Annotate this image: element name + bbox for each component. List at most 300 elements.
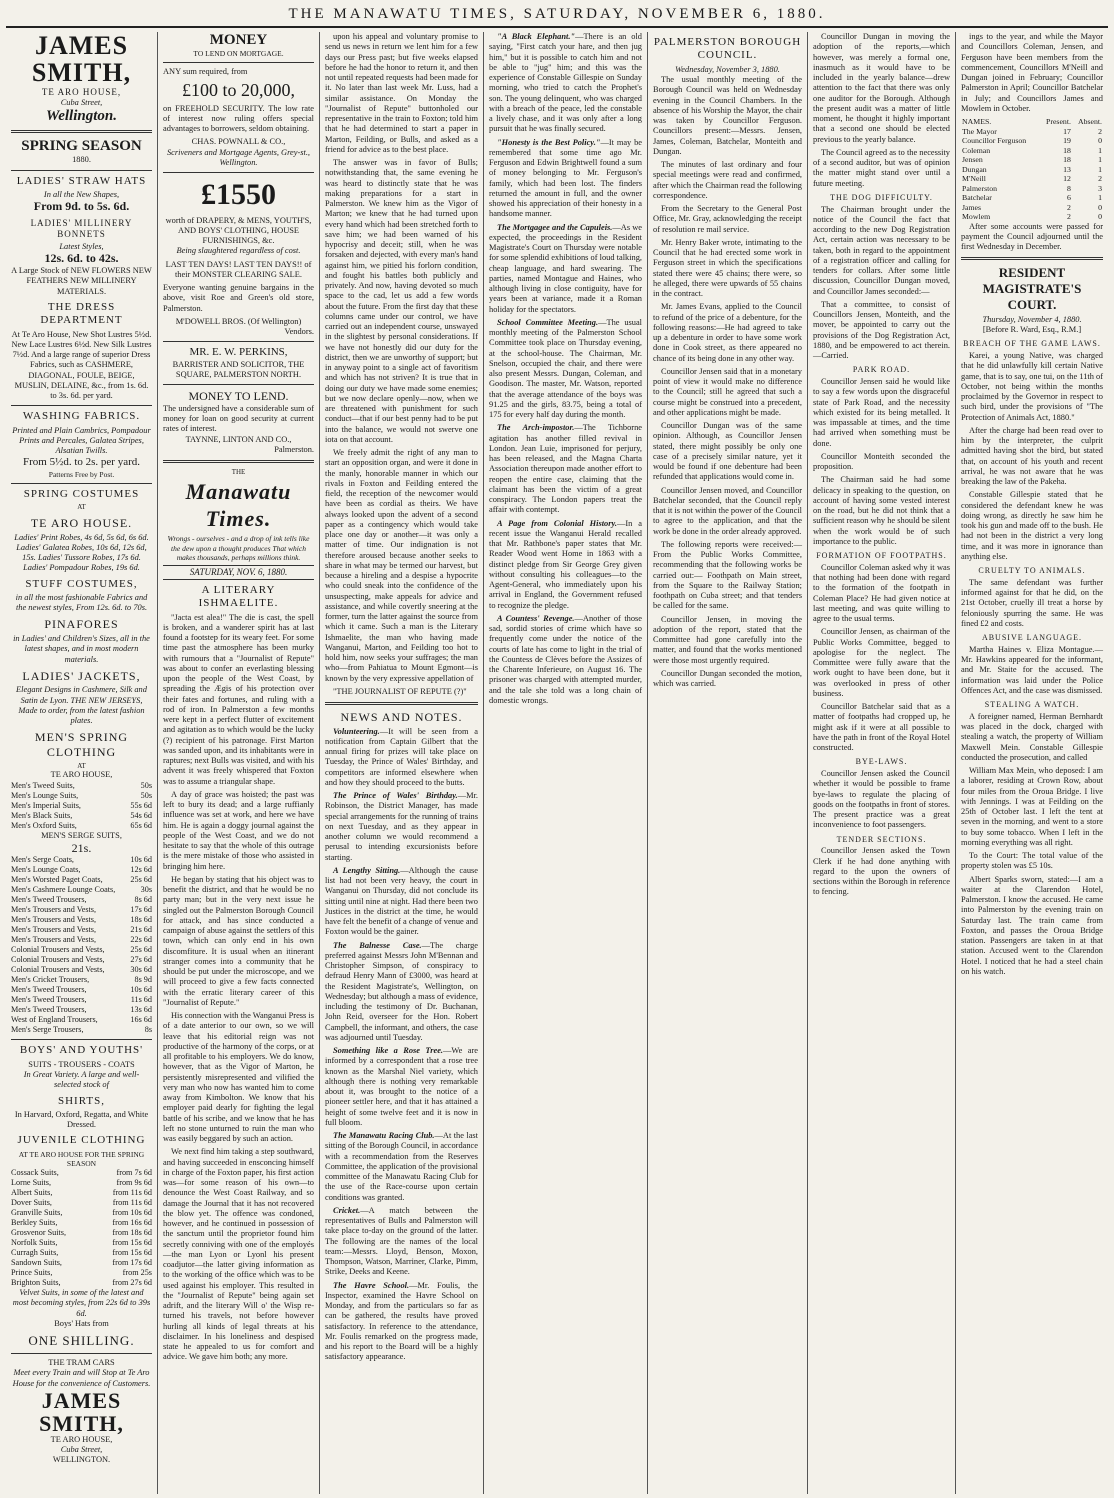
news-item-text: A match between the representatives of Bulls and Palmerston will take place to-day on the ground of the latter. The following are the names of the local team:—Messrs. Lloyd, Benson, Moxon, Thompson, Watson, Marriner, Clarke, Pimm, Strike, Deeks and Keene. — [325, 1205, 478, 1277]
item-label: Norfolk Suits, — [11, 1238, 58, 1248]
one-shilling: ONE SHILLING. — [28, 1333, 135, 1349]
park-section — [813, 377, 950, 547]
patterns: Patterns Free by Post. — [48, 469, 115, 479]
news-item: Volunteering.—It will be seen from a notification from Captain Gilbert that the annual firing for prizes will take place on Tuesday, the Prince of Wales' Birthday, and competitors are informed elsewhere when and how they should proceed to the butts. — [325, 726, 478, 787]
mens-at: AT — [77, 761, 86, 770]
item-price: from 25s — [122, 1268, 152, 1278]
absent-count: 2 — [1098, 126, 1102, 136]
price-row — [11, 821, 152, 831]
price-row — [11, 855, 152, 865]
abusive-heading: ABUSIVE LANGUAGE. — [981, 633, 1083, 643]
rm-sub: BREACH OF THE GAME LAWS. — [963, 339, 1101, 349]
price-row — [11, 955, 152, 965]
price-row — [11, 975, 152, 985]
perkins-heading: MR. E. W. PERKINS, — [189, 346, 288, 359]
attendance-row — [961, 165, 1103, 175]
juvenile-list — [11, 1168, 152, 1288]
council-continued — [813, 32, 950, 189]
price-row — [11, 1228, 152, 1238]
news-item: A Lengthy Sitting.—Although the cause list had not been very heavy, the court in Wanganui on Thursday, did not conclude its sitting until nine at night. Had there been two Justices in the district at the time, he would have felt the benefit of a change of venue and Foxton would be the gainer. — [325, 865, 478, 937]
absent-count: 1 — [1098, 145, 1102, 155]
price-row — [11, 875, 152, 885]
price-row — [11, 1258, 152, 1268]
news-item: The Havre School.—Mr. Foulis, the Inspector, examined the Havre School on Monday, and from the particulars so far as can be gathered, the results have proved satisfactory. In reference to the attendance, Mr. Foulis remarked on the progress made, and his report to the Board will be a highly satisfactory appearance. — [325, 1280, 479, 1362]
cruelty-paragraph: The same defendant was further informed against for that he did, on the 21st October, cruelly ill treat a horse by feloniously spurring the same. He was fined £2 and costs. — [961, 577, 1103, 628]
price-row — [11, 885, 152, 895]
news-list — [325, 727, 478, 1363]
item-price: 13s 6d — [130, 1005, 152, 1015]
price-row — [11, 801, 152, 811]
paragraph: "Jacta est alea!" The die is cast, the spell is broken, and a wanderer spirit has at last found a footstep for its weary feet. For some time past the atmosphere has been murky with rumours that a "Journalist of Repute" was about to confer an everlasting blessing upon the people of the West Coast, by spreading the Ægis of his protection over their fates and fortunes, and ruling with a rod of iron. In Palmerston a few months were kept in a perfect flutter of excitement and agitation as to which would be the lucky (?) recipient of his patronage. First Marton was sanded upon, and its inhabitants were in raptures; next Bulls was visited, and with his advent it was freely whispered that Foxton was to assume a triangular shape. — [163, 612, 314, 786]
council-report — [653, 75, 802, 689]
item-label: Dover Suits, — [11, 1198, 52, 1208]
news-item: Something like a Rose Tree.—We are informed by a correspondent that a rose tree known as the Marshal Niel variety, which although there is nothing very remarkable about it, was brought to the notice of a pioneer settler here, and that it has attained a height of some twelve feet and it is now in full bloom. — [325, 1046, 478, 1127]
paper-the: THE — [231, 468, 246, 477]
item-price: 10s 6d — [130, 985, 152, 995]
price-row — [11, 1168, 152, 1178]
lend-heading: MONEY TO LEND. — [188, 389, 289, 404]
absent-count: 1 — [1098, 164, 1102, 174]
stock-firm: M'DOWELL BROS. (Of Wellington) — [175, 316, 302, 326]
item-label: Colonial Trousers and Vests, — [11, 955, 105, 965]
item-price: 50s — [140, 780, 152, 790]
news-item-heading: The Manawatu Racing Club. — [333, 1131, 435, 1141]
item-price: 30s — [140, 885, 152, 895]
news-item-heading: The Mortgagee and the Capuleis. — [497, 222, 613, 232]
news-item-heading: A Countess' Revenge. — [497, 613, 575, 623]
news-item: "A Black Elephant."—There is an old saying, "First catch your hare, and then jug him," but it is possible to catch him and not be able to "jug" him; and this was the experience of Constable Gillespie on Sunday morning, who tried to catch the Prophet's son. The young delinquent, who was charged with a breach of the peace, led the constable a lively chase, and it was only after a long pursuit that he was finally secured. — [489, 32, 642, 134]
price-row — [11, 781, 152, 791]
item-price: 21s 6d — [130, 925, 152, 935]
divider — [11, 1353, 152, 1354]
paragraph: Mr. Henry Baker wrote, intimating to the Council that he had erected some work in Ferguson street in which the specifications stated there were 45 chains; there were, so he alleged, there were upwards of 55 chains in the contract. — [653, 237, 802, 299]
paragraph: Albert Sparks sworn, stated:—I am a waiter at the Clarendon Hotel, Palmerston. I know the accused. He came into Palmerston by the evening train on Saturday last. The train came from Foxton, and passes the Oroua Bridge station. Passengers are taken in at that station. Accused went to the Clarendon Hotel. I noticed that he had a steel chain on his watch. — [961, 874, 1103, 976]
paper-title: Manawatu Times. — [185, 478, 292, 531]
price-row — [11, 811, 152, 821]
col-header: Absent. — [1077, 117, 1102, 126]
news-item-heading: The Arch-impostor. — [497, 423, 575, 433]
paragraph: Councillor Jensen said he would like to say a few words upon the disgraceful state of Park Road, and the necessity which existed for its being metalled. It was impassable at times, and the time had arrived when something must be done. — [813, 377, 950, 448]
paragraph: That a committee, to consist of Councillors Jensen, Monteith, and the mover, be appointed to carry out the provisions of the Dog Registration Act, 1880, and be empowered to act therein.—Carried. — [813, 299, 950, 360]
item-label: Men's Trousers and Vests, — [11, 915, 97, 925]
stock-text-3: Everyone wanting genuine bargains in the above, visit Roe and Green's old store, Palmerston. — [163, 283, 314, 313]
item-price: 55s 6d — [130, 800, 152, 810]
footpaths-heading: FORMATION OF FOOTPATHS. — [816, 551, 947, 560]
item-label: Men's Cricket Trousers, — [11, 975, 90, 985]
divider — [11, 130, 152, 133]
paragraph: The answer was in favor of Bulls; notwithstanding that, the same evening he was heard to distinctly state that he was making preparations for a start in Palmerston. We knew him as the Vigor of Marton; we knew that he had turned upon every hand which had been stretched forth to save him; we had been warned of his hypocrisy and deceit; still, when he was forsaken and dejected, with every man's hand against him, we pitied his forlorn condition, and fought his battles both publicly and privately. And now, having devoted so much space to the cad, let us add a few words about the future. From the first day that these columns came under our control, we have carried out an independent course, unswayed in the slightest by personal considerations. If we have not honestly did our duty for the district, then we are unworthy of support; but in anyway point to a single act of favoritism and which has not striven? It is true that in doing our duty we have made some enemies; but we now declare openly—now, when we are threatened with punishment for such conduct—that if our best penny had to be put into the balance, we would not swerve one iota on that account. — [325, 158, 478, 444]
price-row — [11, 1268, 152, 1278]
news-item: The Arch-impostor.—The Tichborne agitation has another filled revival in London. Jean Luie, imprisoned for perjury, has been released, and the Magna Charta Association thereupon made another effort to reopen the entire case, claiming that the claimant has been the victim of a great conspiracy. The London papers treat the affair with contempt. — [489, 423, 642, 515]
item-label: Men's Imperial Suits, — [11, 800, 81, 810]
paragraph: The following reports were received:—From the Public Works Committee, recommending that the following works be carried out:— Foothpath on Main street, from the Square to the Railway Station; foothpath on Cuba street; and that tenders be called for the same. — [653, 539, 802, 611]
divider — [163, 341, 314, 342]
news-item-heading: Cricket. — [333, 1205, 361, 1215]
masthead: THE MANAWATU TIMES, SATURDAY, NOVEMBER 6, 1880. — [6, 6, 1108, 28]
member-name: Councillor Ferguson — [962, 136, 1027, 145]
item-label: Men's Tweed Trousers, — [11, 1005, 87, 1015]
divider — [11, 170, 152, 171]
item-label: Colonial Trousers and Vests, — [11, 945, 105, 955]
attendance-intro: ings to the year, and while the Mayor and Councillors Coleman, Jensen, and Ferguson have been members from the commencement, Councillors M'Neill and Dungan joined in February; Councillor Palmerston in April; Councillor Batchelar in July; and Councillors James and Mowlem in October. — [961, 32, 1103, 113]
serge-price: 21s. — [71, 840, 92, 855]
news-item-text: There is an old saying, "First catch your hare, and then jug him," but it is possible to catch him and not be able to "jug" him; and this was the experience of Constable Gillespie on Sunday morning, who tried to catch the Prophet's son. The young delinquent, who was charged with a breach of the peace, led the constable a lively chase, and it was only after a long pursuit that he was finally secured. — [489, 32, 642, 134]
attendance-row — [961, 127, 1103, 137]
bye-laws-heading: BYE-LAWS. — [855, 757, 908, 767]
novelties: A Large Stock of NEW FLOWERS NEW FEATHERS NEW MILLINERY MATERIALS. — [11, 266, 152, 296]
news-item-text: Mr. Foulis, the Inspector, examined the Havre School on Monday, and from the particulars so far as can be gathered, the results have proved satisfactory. In reference to the attendance, Mr. Foulis remarked on the progress made, and his report to the Board will be a highly satisfactory appearance. — [325, 1280, 479, 1362]
attendance-row — [961, 193, 1103, 203]
absent-count: 0 — [1098, 202, 1102, 212]
stuffs-text: in all the most fashionable Fabrics and the newest styles, From 12s. 6d. to 70s. — [15, 592, 148, 613]
member-name: Palmerston — [962, 183, 998, 193]
item-price: 25s 6d — [130, 945, 152, 955]
item-price: from 15s 6d — [112, 1248, 152, 1258]
column-5 — [648, 32, 808, 1494]
footer-shop: TE ARO HOUSE, — [50, 1434, 113, 1444]
item-price: 27s 6d — [130, 955, 152, 965]
paragraph: Councillor Jensen, in moving the adoption of the report, stated that the Committee had gone carefully into the matter, and found that the works mentioned were those most urgently required. — [653, 614, 802, 665]
item-label: Colonial Trousers and Vests, — [11, 965, 105, 975]
item-label: Berkley Suits, — [11, 1218, 58, 1228]
paragraph: Constable Gillespie stated that he considered the defendant knew he was doing wrong, as directly he saw him he took his gun and made off to the bush. He had not been in the district a very long time, and it was more in ignorance than anything else. — [961, 490, 1103, 561]
news-item-text: The usual monthly meeting of the Palmerston School Committee took place on Thursday evening, at the school-house. The Chairman, Mr. Snelson, occupied the chair, and there were also present Messrs. Dungan, Coleman, and Goodison. The master, Mr. Watson, reported that the average attendance of the boys was 91.25 and the girls, 83.75, being a total of 175 for every half day during the month. — [489, 317, 642, 419]
stock-vendors: Vendors. — [284, 327, 314, 337]
price-row — [11, 1188, 152, 1198]
paragraph: His connection with the Wanganui Press is of a date anterior to our own, so we will leave that his editorial reign was not productive of the harmony of the corps, or at all profitable to his employers. We do know, however, that as the Vigor of Marton, he persistently misrepresented and vilified the very man who now has wanted him to come away from Kimbolton. We know that his employer paid dearly for fighting the legal battle of his scribe, and we know that he has left no stone unturned to ruin the man who was easily beggared by such an action. — [163, 1011, 314, 1144]
item-label: Lorne Suits, — [11, 1178, 52, 1188]
item-label: Men's Cashmere Lounge Coats, — [11, 885, 116, 895]
news-item-text: The charge preferred against Messrs John M'Bennan and Christopher Simpson, of conspiracy to defraud Henry Mann of £3000, was heard at the Resident Magistrate's, Wellington, on Wednesday; but although a mass of evidence, including the testimony of Dr. Buchanan, John Reid, overseer for the Hon. Robert Campbell, the informant, and others, the case was adjourned until Tuesday. — [325, 940, 478, 1042]
pinafores-heading: PINAFORES — [44, 617, 119, 632]
item-price: from 15s 6d — [112, 1238, 152, 1248]
item-label: Men's Serge Coats, — [11, 855, 74, 865]
absent-count: 3 — [1098, 183, 1102, 193]
item-price: 12s 6d — [130, 865, 152, 875]
costumes-at: AT — [77, 503, 86, 512]
paragraph: Councillor Dungan was of the same opinion. Although, as Councillor Jensen stated, there might possibly be only one case of a precisely similar nature, yet it would be found if one debenture had been refunded that applications would come in. — [653, 421, 802, 482]
boys-text: In Great Variety. A large and well-selected stock of — [23, 1070, 140, 1090]
item-price: 16s 6d — [130, 1015, 152, 1025]
item-label: Men's Trousers and Vests, — [11, 925, 97, 935]
news-item: The Balnesse Case.—The charge preferred against Messrs John M'Bennan and Christopher Simpson, of conspiracy to defraud Henry Mann of £3000, was heard at the Resident Magistrate's, Wellington, on Wednesday; but although a mass of evidence, including the testimony of Dr. Buchanan, John Reid, overseer for the Hon. Robert Campbell, the informant, and others, the case was adjourned until Tuesday. — [325, 940, 478, 1042]
price-row — [11, 1278, 152, 1288]
item-price: 54s 6d — [130, 810, 152, 820]
street: Cuba Street, — [60, 97, 103, 107]
trousers-list — [11, 855, 152, 1025]
news-item-text: Another of those sad, sordid stories of crime which have so frequently come under the notice of the courts of late has come to light in the trial of the Countess de Clèves before the Assizes of the Charente Inferieure, on August 16. The prisoner was charged with attempted murder, and the tale she told was a long chain of domestic wrongs. — [489, 613, 642, 705]
hats-price: From 9d. to 5s. 6d. — [33, 199, 130, 214]
item-label: Men's Worsted Paget Coats, — [11, 875, 103, 885]
divider — [163, 460, 314, 463]
price-row — [11, 1218, 152, 1228]
item-label: Granville Suits, — [11, 1208, 63, 1218]
paragraph: The usual monthly meeting of the Borough Council was held on Wednesday evening in the Council Chambers. In the absence of his Worship the Mayor, the chair was taken by Councillor Ferguson. Councillors present:—Messrs. Jensen, James, Coleman, Batchelar, Monteith and Dungan. — [653, 75, 802, 156]
item-price: from 7s 6d — [116, 1168, 152, 1178]
news-item-heading: "A Black Elephant." — [497, 32, 576, 41]
season-year: 1880. — [72, 155, 91, 165]
paragraph: upon his appeal and voluntary promise to send us news in return we lent him for a few days our Press past; but five weeks elapsed before he had the honor to return it, and then not until repeated requests had been made for it. No later than last week Mr. Luss, had a similar assistance. On Monday the "Journalist of Repute" buttonholed our representative in the train to Foxton; told him that he had determined to start a paper in Marton, Feilding, or Bulls, and asked as a friend for advice as to the best place. — [325, 32, 478, 154]
item-label: West of England Trousers, — [11, 1015, 98, 1025]
dog-heading: THE DOG DIFFICULTY. — [830, 192, 933, 202]
velvet-text: Velvet Suits, in some of the latest and most becoming styles, from 22s 6d to 39s 6d. — [12, 1288, 151, 1318]
divider — [325, 702, 478, 705]
boys-sub: SUITS - TROUSERS - COATS — [28, 1059, 135, 1069]
item-label: Grosvenor Suits, — [11, 1228, 67, 1238]
item-price: from 11s 6d — [112, 1198, 152, 1208]
park-heading: PARK ROAD. — [852, 365, 911, 375]
price-row — [11, 865, 152, 875]
footer-advertiser: JAMES SMITH, — [39, 1387, 124, 1436]
paragraph: Councillor Jensen, as chairman of the Public Works Committee, begged to apologise for the neglect. The Committee were fully aware that the work ought to have been done, but it was overlooked in press of other business. — [813, 627, 950, 698]
news-item-heading: The Prince of Wales' Birthday. — [333, 791, 458, 801]
dress-heading: THE DRESS DEPARTMENT — [40, 300, 123, 327]
member-name: Dungan — [962, 164, 987, 174]
absent-count: 1 — [1098, 155, 1102, 164]
paragraph: Councillor Dungan seconded the motion, which was carried. — [653, 668, 802, 689]
column-3 — [320, 32, 484, 1494]
price-row — [11, 995, 152, 1005]
item-label: Sandown Suits, — [11, 1258, 62, 1268]
price-row — [11, 791, 152, 801]
item-price: 25s 6d — [130, 875, 152, 885]
serge-trousers-row — [11, 1025, 152, 1035]
member-name: James — [962, 202, 982, 212]
item-price: 30s 6d — [130, 965, 152, 975]
lend-place: Palmerston. — [274, 444, 314, 454]
item-label: Men's Tweed Trousers, — [11, 895, 87, 905]
price-row — [11, 925, 152, 935]
item-label: Brighton Suits, — [11, 1278, 61, 1288]
divider — [163, 384, 314, 385]
item-price: 65s 6d — [130, 820, 152, 830]
present-count: 6 — [1067, 193, 1071, 202]
costumes-text: Ladies' Print Robes, 4s 6d, 5s 6d, 6s 6d. Ladies' Galatea Robes, 10s 6d, 12s 6d, 15s. Ladies' Tussore Robes, 17s 6d. Ladies' Pompadour Robes, 19s 6d. — [14, 532, 149, 573]
absent-count: 1 — [1098, 193, 1102, 202]
column-2 — [158, 32, 320, 1494]
divider — [11, 405, 152, 406]
bonnets-heading: LADIES' MILLINERY BONNETS — [30, 218, 133, 239]
news-item-text: As we expected, the proceedings in the Resident Magistrate's Court on Thursday were notable for some splendid exhibitions of loud talking, cheap language, and hard swearing. The parties, named Montague and Haines, who although living in close contiguity, have for years been at variance, made it a Roman holiday for the spectators. — [489, 222, 642, 314]
council-heading: PALMERSTON BOROUGH COUNCIL. — [653, 36, 802, 62]
money-amount: £100 to 20,000, — [181, 79, 295, 100]
pinafores-text: in Ladies' and Children's Sizes, all in the latest shapes, and in most modern materials. — [13, 634, 150, 664]
mens-shop: TE ARO HOUSE, — [50, 770, 113, 780]
paragraph: Karei, a young Native, was charged that he did unlawfully kill certain Native game, that is to say, one tui, on the 11th of October, not being within the months proclaimed by the Governor in respect to such bird, under the provisions of "The Protection of Animals Act, 1880." — [961, 351, 1103, 422]
washing-text: Printed and Plain Cambrics, Pompadour Prints and Percales, Galatea Stripes, Alsatian Twills. — [12, 425, 151, 456]
abusive-paragraph: Martha Haines v. Eliza Montague.—Mr. Hawkins appeared for the informant, and Mr. Staite for the accused. The information was laid under the Police Offences Act, and the case was dismissed. — [961, 644, 1103, 695]
rm-date: Thursday, November 4, 1880. — [982, 314, 1082, 324]
dog-section — [813, 205, 950, 362]
member-name: Coleman — [962, 145, 991, 155]
item-label: Men's Tweed Trousers, — [11, 995, 87, 1005]
news-item-text: It will be seen from a notification from Captain Gilbert that the annual firing for prizes will take place on Tuesday, the Prince of Wales' Birthday, and competitors are informed elsewhere when and how they should proceed to the butts. — [325, 726, 478, 787]
item-label: Cossack Suits, — [11, 1168, 59, 1178]
attendance-header — [961, 117, 1103, 127]
batchelar-paragraph: Councillor Batchelar said that as a matter of footpaths had cropped up, he might ask if it were at all possible to have the path in front of the Royal Hotel constructed. — [813, 702, 950, 752]
suits-list — [11, 781, 152, 831]
paragraph: "THE JOURNALIST OF REPUTE (?)" — [333, 686, 467, 696]
news-item-heading: School Committee Meeting. — [497, 317, 599, 327]
item-label: Albert Suits, — [11, 1188, 53, 1198]
news-item-text: Although the cause list had not been very heavy, the court in Wanganui on Thursday, did not conclude its sitting until nine at night. Had there been two Justices in the district at the time, he would have felt the benefit of a change of venue and Foxton would be the gainer. — [325, 865, 478, 937]
item-price: from 27s 6d — [112, 1278, 152, 1288]
shirts-text: In Harvard, Oxford, Regatta, and White Dressed. — [14, 1109, 149, 1130]
attendance-table — [961, 117, 1103, 222]
paragraph: Councillor Jensen said that in a monetary point of view it would make no difference to the Council; still he agreed that such a course might be construed into a precedent, and other applications might be made. — [653, 366, 802, 417]
present-count: 18 — [1063, 155, 1071, 164]
bonnets-sub: Latest Styles, — [59, 241, 104, 251]
price-row — [11, 965, 152, 975]
shop-name: TE ARO HOUSE, — [41, 86, 122, 97]
news-item: The Prince of Wales' Birthday.—Mr. Robinson, the District Manager, has made special arrangements for the running of trains on next Tuesday, and as they appear in another column we would recommend a perusal to intending excursionists before starting. — [325, 791, 478, 862]
news-item-text: We are informed by a correspondent that a rose tree known as the Marshal Niel variety, which although there is nothing very remarkable about it, was brought to the notice of a pioneer settler here, and that it has attained a height of some twelve feet and it is now in full bloom. — [325, 1046, 478, 1127]
hats-sub: In all the New Shapes, — [43, 189, 120, 199]
attendance-row — [961, 212, 1103, 222]
cruelty-heading: CRUELTY TO ANIMALS. — [978, 566, 1086, 576]
paragraph: We next find him taking a step southward, and having succeeded in ensconcing himself in charge of the Foxton paper, his first action was—for some reason of his own—to denounce the West Coast Railway, and so damage the Journal that it has not recovered the blow yet. The offence was condoned, however, and he continued in possession of the sanctum until the proprietor found him secretly conniving with one of the employés—the man Lyon or Lyonl his present coadjutor—the latter giving information as to the working of the office which was to be used against his employer. This resulted in the "Journalist of Repute" being again set adrift, and the literary Will o' the Wisp re-turned his travels, not before however hurling all kinds of legal threats at his disclaimer. In his loneliness and despised state he appealed to us for comfort and advice. We gave him both; any more. — [163, 1147, 314, 1362]
member-name: M'Neill — [962, 174, 986, 183]
shirts-heading: SHIRTS, — [58, 1094, 105, 1107]
footpaths-section — [813, 563, 950, 699]
column-1-advertisement — [6, 32, 158, 1494]
news-heading: NEWS AND NOTES. — [340, 710, 463, 724]
paragraph: William Max Mein, who deposed: I am a laborer, residing at Crown Row, about four miles from the Oroua Bridge. I live with Jennings. I was at Feilding on the 25th of October last. I left the tent at seven in the morning, and went to a store to buy some tobacco. When I left in the morning everything was all right. — [961, 766, 1103, 847]
paragraph: We freely admit the right of any man to start an opposition organ, and were it done in the manly, honorable manner in which our rivals in Foxton and Feilding entered the field, the reception of the newcomer would have been as cordial as theirs. We have always looked upon the advent of a second paper as a contingency which would take place one day or another—it was only a matter of time. Our indignation is not therefore aroused because another seeks to share in what may be termed our harvest, but because a hireling and a despise a hypocrite who could sneak into the confidence of the unsuspecting, make appeals for advice and assistance, and while covertly sneering at the former, turn the latter against the source from which it came. Such a man is the Literary Ishmaelite, the man who having made Wanganui, Marton, and Feilding too hot to hold him, now seeks your suffrages; the man who—from Pahiatua to Mount Egmont—is known by the very expressive appellation of — [325, 448, 478, 683]
tram-heading: THE TRAM CARS — [48, 1358, 115, 1367]
attendance-row — [961, 184, 1103, 194]
price-row — [11, 1015, 152, 1025]
column-6 — [808, 32, 956, 1494]
tender-paragraph: Councillor Jensen asked the Town Clerk if he had done anything with regard to the upon the owners of sections within the Borough in reference to fencing. — [813, 846, 950, 897]
lend-text: The undersigned have a considerable sum of money for loan on good security at current rates of interest. — [163, 403, 314, 434]
paragraph: Councillor Dungan in moving the adoption of the reports,—which however, was merely a formal one, inasmuch as it would have to be included in the yearly balance—drew attention to the fact that there was only one auditor for the Borough. Although the present audit was a matter of little moment, he thought it highly important that a second one should be elected previous to the yearly balance. — [813, 32, 950, 144]
council-date: Wednesday, November 3, 1880. — [675, 64, 780, 74]
news-item-text: It may be remembered that some time ago Mr. Ferguson and Edwin Brightwell found a sum of money belonging to Mr. Ferguson's family, which had been lost. The finders returned the amount in full, and the owner showed his appreciation of their honesty in a handsome manner. — [489, 137, 642, 219]
paragraph: Councillor Coleman asked why it was that nothing had been done with regard to the formation of the footpath in Coleman Place? He had given notice at last meeting, and was quite willing to agree to the usual terms. — [813, 562, 950, 623]
column-7 — [956, 32, 1108, 1494]
paragraph: After the charge had been read over to him by the interpreter, the culprit admitted having shot the bird, but stated that, on account of his youth and recent arrival, he was not aware that he was breaking the law of the Pakeha. — [961, 425, 1103, 487]
price-row — [11, 1238, 152, 1248]
bonnets-price: 12s. 6d. to 42s. — [44, 251, 119, 266]
item-price: from 11s 6d — [112, 1188, 152, 1198]
paragraph: The minutes of last ordinary and four special meetings were read and confirmed, after which the Chairman read the following correspondence. — [653, 160, 802, 200]
price-row — [11, 1178, 152, 1188]
news-item: The Mortgagee and the Capuleis.—As we expected, the proceedings in the Resident Magistrate's Court on Thursday were notable for some splendid exhibitions of loud talking, cheap language, and hard swearing. The parties, named Montague and Haines, who although living in close contiguity, have for years been at variance, made it a Roman holiday for the spectators. — [489, 222, 642, 314]
news-item-text: In a recent issue the Wanganui Herald recalled that Mr. Rathbone's paper states that Mr. Reader Wood went Home in 1863 with a distinct pledge from Sir George Grey given without consulting his colleagues—to the Agent-General, who immediately upon his arrival in England, the Government refused to recognize the pledge. — [489, 518, 642, 610]
money-firm: CHAS. POWNALL & CO., — [191, 137, 286, 147]
item-price: 8s 9d — [134, 975, 152, 985]
item-label: Men's Lounge Suits, — [11, 790, 79, 800]
member-name: Batchelar — [962, 193, 992, 202]
money-sub: TO LEND ON MORTGAGE. — [193, 49, 284, 59]
paragraph: The Chairman said he had some delicacy in speaking to the question, on account of having some vested interest on the road, but he did not think that a sufficient reason why he should be silent when the work would be of such importance to the public. — [813, 475, 950, 546]
item-label: Men's Tweed Trousers, — [11, 985, 87, 995]
paper-motto: Wrongs - ourselves - and a drop of ink tells like the dew upon a thought produces That which makes thousands, perhaps millions think. — [167, 534, 310, 562]
item-label: Curragh Suits, — [11, 1248, 59, 1258]
col-header: NAMES. — [962, 117, 992, 126]
news-item-heading: Volunteering. — [333, 726, 380, 736]
mens-heading: MEN'S SPRING CLOTHING — [34, 730, 129, 760]
absent-count: 0 — [1098, 136, 1102, 145]
news-item-heading: "Honesty is the Best Policy." — [497, 137, 601, 147]
paragraph: The Chairman brought under the notice of the Council the fact that according to the new Dog Registration Act, certain action was necessary to be taken, both in regard to the appointment of a registration officer and calling for tenders for collars. After some little discussion, Councillor Dungan moved, and Councillor James seconded:— — [813, 204, 950, 296]
article-heading: A LITERARY ISHMAELITE. — [198, 583, 279, 610]
costumes-shop: TE ARO HOUSE. — [30, 515, 133, 530]
advertiser-name: JAMES SMITH, — [31, 32, 132, 88]
news-item-heading: The Havre School. — [333, 1280, 410, 1290]
attendance-row — [961, 203, 1103, 213]
news-item: Cricket.—A match between the representatives of Bulls and Palmerston will take place to-day on the ground of the latter. The following are the names of the local team:—Messrs. Lloyd, Benson, Moxon, Thompson, Watson, Marriner, Clarke, Pimm, Strike, Deeks and Keene. — [325, 1205, 478, 1277]
item-label: Men's Oxford Suits, — [11, 820, 77, 830]
item-price: from 10s 6d — [112, 1208, 152, 1218]
column-4 — [484, 32, 648, 1494]
columns — [6, 32, 1108, 1494]
item-price: 11s 6d — [130, 995, 152, 1005]
article-body — [163, 613, 314, 1363]
paragraph: The Council agreed as to the necessity of a second auditor, but was of opinion the matter might stand over until a future meeting. — [813, 147, 950, 188]
news-item: A Page from Colonial History.—In a recent issue the Wanganui Herald recalled that Mr. Rathbone's paper states that Mr. Reader Wood went Home in 1863 with a distinct pledge from Sir George Grey given without consulting his colleagues—to the Agent-General, who immediately upon his arrival in England, the Government refused to recognize the pledge. — [489, 518, 642, 610]
price-row — [11, 945, 152, 955]
present-count: 19 — [1063, 136, 1071, 145]
item-price: 8s — [144, 1025, 152, 1035]
member-name: The Mayor — [962, 126, 997, 136]
news-item-heading: The Balnesse Case. — [333, 940, 422, 950]
rm-before: [Before R. Ward, Esq., R.M.] — [982, 325, 1082, 335]
paragraph: From the Secretary to the General Post Office, Mr. Gray, acknowledging the receipt of resolution re mail service. — [653, 204, 802, 234]
attendance-row — [961, 174, 1103, 184]
jackets-text: Elegant Designs in Cashmere, Silk and Satin de Lyon. THE NEW JERSEYS, Made to order, from the latest fashion plates. — [16, 685, 147, 726]
paragraph: Councillor Monteith seconded the proposition. — [813, 451, 950, 471]
present-count: 13 — [1063, 164, 1071, 174]
present-count: 8 — [1067, 183, 1071, 193]
dress-text: At Te Aro House, New Shot Lustres 5½d. New Lace Lustres 6½d. New Silk Lustres 7½d. And a large range of superior Dress Fabrics, such as CASHMERE, DIAGONAL, FOULE, BEIGE, MUSLIN, DELAINE, &c., from 1s. 6d. to 3s. 6d. per yard. — [11, 329, 152, 401]
item-label: Men's Tweed Suits, — [11, 780, 75, 790]
news-item: The Manawatu Racing Club.—At the last sitting of the Borough Council, in accordance with a recommendation from the Reserves Committee, the application of the provisional committee of the Manawatu Racing Club for the use of the Race-course upon certain conditions was granted. — [325, 1131, 478, 1202]
watch-report — [961, 712, 1103, 977]
attendance-row — [961, 136, 1103, 146]
lend-firm: TAYNNE, LINTON AND CO., — [185, 434, 292, 444]
item-price: 50s — [140, 790, 152, 800]
rm-report — [961, 351, 1103, 562]
washing-heading: WASHING FABRICS. — [22, 410, 141, 423]
stock-text-2: Being slaughtered regardless of cost. — [176, 246, 301, 256]
news-item: "Honesty is the Best Policy."—It may be remembered that some time ago Mr. Ferguson and Edwin Brightwell found a sum of money belonging to Mr. Ferguson's family, which had been lost. The finders returned the amount in full, and the owner showed his appreciation of their honesty in a handsome manner. — [489, 137, 642, 219]
item-price: 18s 6d — [130, 915, 152, 925]
bye-laws-paragraph: Councillor Jensen asked the Council whether it would be possible to frame bye-laws to regulate the placing of goods on the footpaths in front of stores. The present practice was a great inconvenience to foot passengers. — [813, 769, 950, 830]
money-firm-2: Scriveners and Mortgage Agents, Grey-st., Wellington. — [166, 147, 311, 167]
member-name: Jensen — [962, 155, 983, 164]
item-price: from 17s 6d — [112, 1258, 152, 1268]
item-label: Men's Lounge Coats, — [11, 865, 81, 875]
footer-street: Cuba Street, — [60, 1445, 103, 1455]
money-heading: MONEY — [209, 32, 268, 48]
price-row — [11, 1208, 152, 1218]
footer-city: WELLINGTON. — [52, 1455, 111, 1465]
jackets-heading: LADIES' JACKETS, — [22, 668, 141, 683]
tender-heading: TENDER SECTIONS. — [836, 834, 927, 844]
present-count: 2 — [1067, 202, 1071, 212]
col-header: Present. — [1046, 117, 1071, 126]
money-text: ANY sum required, from — [163, 67, 248, 77]
boys-heading: BOYS' AND YOUTHS' — [19, 1044, 144, 1057]
item-price: 10s 6d — [130, 855, 152, 865]
paragraph: He began by stating that his object was to benefit the district, and that he would be no party man; but in the very next issue he singled out the Palmerston Borough Council for attack, and has since conducted a campaign of abuse against the settlers of this town, which can only end in his own discomfiture. It is usual when an itinerant stranger comes into a community that he should be put under the microscope, and we will proceed to give a few facts connected with the erratic literary career of this "Journalist of Repute." — [163, 874, 314, 1007]
item-label: Men's Trousers and Vests, — [11, 905, 97, 915]
attendance-row — [961, 155, 1103, 165]
divider — [163, 172, 314, 173]
news-item-heading: A Page from Colonial History. — [497, 518, 617, 528]
